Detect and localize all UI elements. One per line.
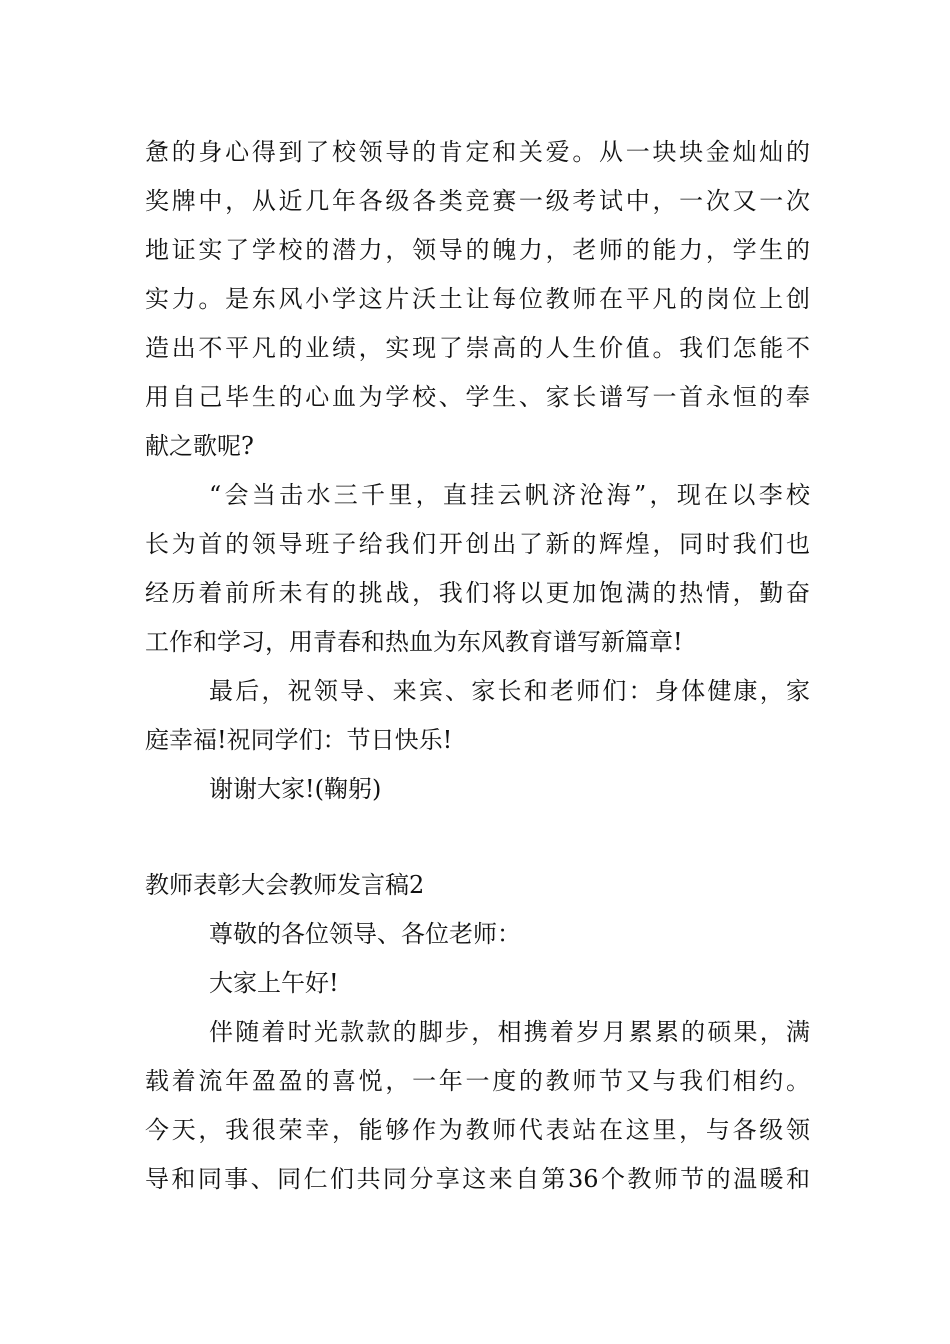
- section-spacer: [145, 814, 810, 861]
- text-line: 载着流年盈盈的喜悦，一年一度的教师节又与我们相约。: [145, 1067, 810, 1095]
- text-line: 用自己毕生的心血为学校、学生、家长谱写一首永恒的奉: [145, 383, 810, 411]
- thanks-line: 谢谢大家!(鞠躬): [209, 775, 382, 803]
- text-line: 地证实了学校的潜力，领导的魄力，老师的能力，学生的: [145, 236, 810, 264]
- text-line: 惫的身心得到了校领导的肯定和关爱。从一块块金灿灿的: [145, 138, 810, 166]
- salutation: 尊敬的各位领导、各位老师：: [209, 920, 521, 948]
- text-line: 经历着前所未有的挑战，我们将以更加饱满的热情，勤奋: [145, 579, 810, 607]
- section-title: 教师表彰大会教师发言稿2: [145, 871, 425, 899]
- text-line: 最后，祝领导、来宾、家长和老师们：身体健康，家: [209, 677, 810, 705]
- text-line: 今天，我很荣幸，能够作为教师代表站在这里，与各级领: [145, 1116, 810, 1144]
- text-line: 献之歌呢?: [145, 432, 254, 460]
- text-line: 奖牌中，从近几年各级各类竞赛一级考试中，一次又一次: [145, 187, 810, 215]
- text-line: 导和同事、同仁们共同分享这来自第36个教师节的温暖和: [145, 1165, 810, 1193]
- text-line: 长为首的领导班子给我们开创出了新的辉煌，同时我们也: [145, 530, 810, 558]
- text-line: 实力。是东风小学这片沃土让每位教师在平凡的岗位上创: [145, 285, 810, 313]
- text-line: 工作和学习，用青春和热血为东风教育谱写新篇章!: [145, 628, 683, 656]
- paragraph-quote-and-challenge: [145, 471, 810, 667]
- paragraph-wishes: [145, 667, 810, 765]
- text-line: “会当击水三千里，直挂云帆济沧海”，现在以李校: [209, 481, 810, 509]
- greeting: 大家上午好!: [209, 969, 339, 997]
- document-body: [145, 128, 810, 1204]
- paragraph-teachers-day: [145, 1008, 810, 1204]
- text-line: 庭幸福!祝同学们：节日快乐!: [145, 726, 453, 754]
- text-line: 造出不平凡的业绩，实现了崇高的人生价值。我们怎能不: [145, 334, 810, 362]
- paragraph-closing-reflection: [145, 128, 810, 471]
- text-line: 伴随着时光款款的脚步，相携着岁月累累的硕果，满: [209, 1018, 810, 1046]
